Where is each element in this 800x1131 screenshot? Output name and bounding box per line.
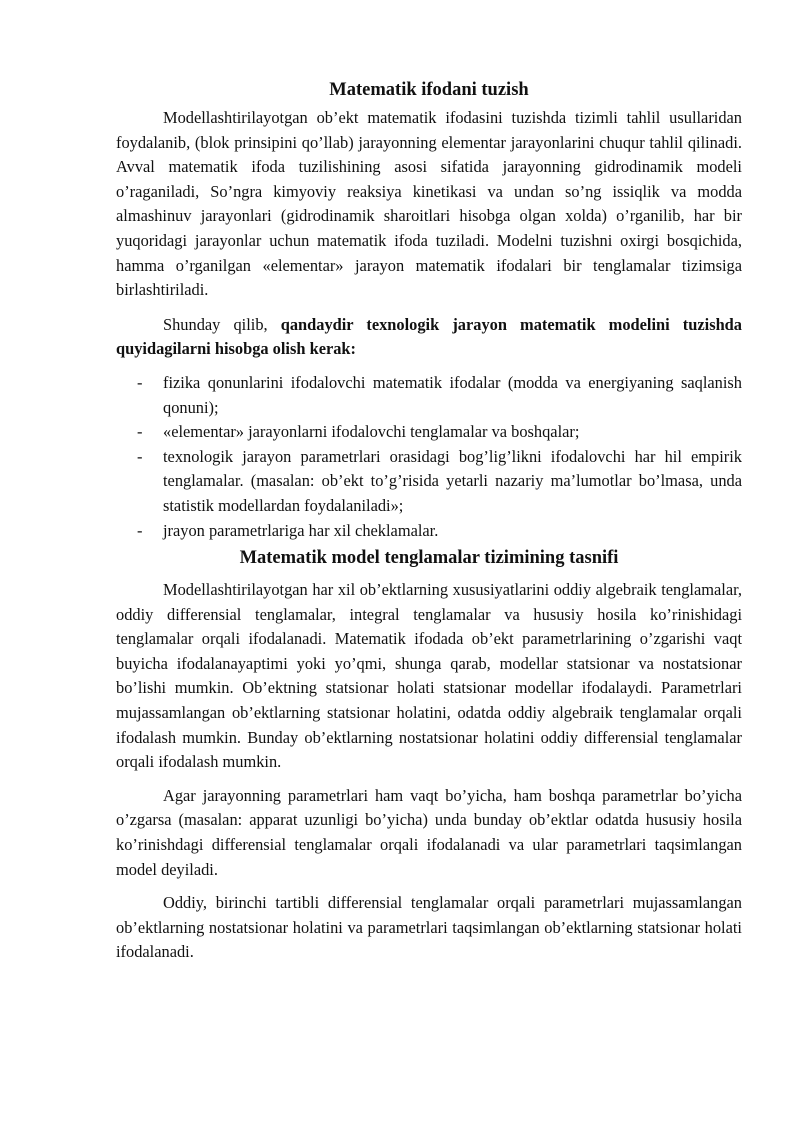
document-page xyxy=(116,76,742,974)
bullet-dash: - xyxy=(137,372,143,392)
paragraph-lumped: Oddiy, birinchi tartibli differensial tenglamalar orqali parametrlari mujassamlangan ob’ektlarning nostatsionar holatini va parametrlari taqsimlangan ob’ektlarning statsionar holati ifodalanadi. xyxy=(116,893,742,962)
paragraph-intro: Modellashtirilayotgan ob’ekt matematik ifodasini tuzishda tizimli tahlil usullaridan foydalanib, (blok prinsipini qo’llab) jarayonning elementar jarayonlarini chuqur tahlil qilinadi. Avval matematik ifoda tuzilishining asosi sifatida jarayonning gidrodinamik modeli o’raganiladi, So’ngra kimyoviy reaksiya kinetikasi va undan so’ng issiqlik va modda almashinuv jarayonlari (gidrodinamik sharoitlari hisobga olgan xolda) o’rganilib, har bir yuqoridagi jarayonlar uchun matematik ifoda tuziladi. Modelni tuzishni oxirgi bosqichida, hamma o’rganilgan «elementar» jarayon matematik ifodalari bir tenglamalar tizimsiga birlashtiriladi. xyxy=(116,108,742,300)
list-item xyxy=(116,371,742,420)
requirements-list xyxy=(116,371,742,543)
paragraph-classification: Modellashtirilayotgan har xil ob’ektlarning xususiyatlarini oddiy algebraik tenglamalar, oddiy differensial tenglamalar, integral tenglamalar va hususiy hosila ko’rinishidagi tenglamalar orqali ifodalanadi. Matematik ifodada ob’ekt parametrlarining o’zgarishi vaqt buyicha ifodalanayaptimi yoki yo’qmi, shunga qarab, modellar statsionar va nostatsionar bo’lishi mumkin. Ob’ektning statsionar holati statsionar modellar ifodalaydi. Parametrlari mujassamlangan ob’ektlarning statsionar holatini, odatda oddiy algebraik tenglamalar orqali ifodalash mumkin. Bunday ob’ektlarning nostatsionar holatini oddiy differensial tenglamalar orqali ifodalash mumkin. xyxy=(116,580,742,772)
list-item-text: jrayon parametrlariga har xil cheklamalar. xyxy=(163,520,439,540)
bullet-dash: - xyxy=(137,422,143,442)
list-item xyxy=(116,420,742,445)
page-title: Matematik ifodani tuzish xyxy=(329,80,529,100)
list-item-text: texnologik jarayon parametrlari orasidagi bog’lig’likni ifodalovchi har hil empirik tenglamalar. (masalan: ob’ekt to’g’risida yetarli nazariy ma’lumotlar bo’lmasa, unda statistik modellardan foydalaniladi»; xyxy=(163,446,742,515)
list-item xyxy=(116,519,742,544)
paragraph-summary xyxy=(116,313,742,362)
paragraph-summary-lead: Shunday qilib, xyxy=(163,314,281,334)
list-item xyxy=(116,445,742,519)
list-item-text: fizika qonunlarini ifodalovchi matematik ifodalar (modda va energiyaning saqlanish qonuni); xyxy=(163,372,742,417)
section-title: Matematik model tenglamalar tizimining tasnifi xyxy=(239,548,619,569)
paragraph-summary-emphasis: qandaydir texnologik jarayon matematik modelini tuzishda quyidagilarni hisobga olish kerak: xyxy=(116,314,742,359)
bullet-dash: - xyxy=(137,520,143,540)
paragraph-distributed: Agar jarayonning parametrlari ham vaqt bo’yicha, ham boshqa parametrlar bo’yicha o’zgarsa (masalan: apparat uzunligi bo’yicha) unda bunday ob’ektlar odatda hususiy hosila ko’rinishdagi differensial tenglamalar orqali ifodalanadi va ular parametrlari taqsimlangan model deyiladi. xyxy=(116,785,742,879)
list-item-text: «elementar» jarayonlarni ifodalovchi tenglamalar va boshqalar; xyxy=(163,422,580,442)
bullet-dash: - xyxy=(137,446,143,466)
